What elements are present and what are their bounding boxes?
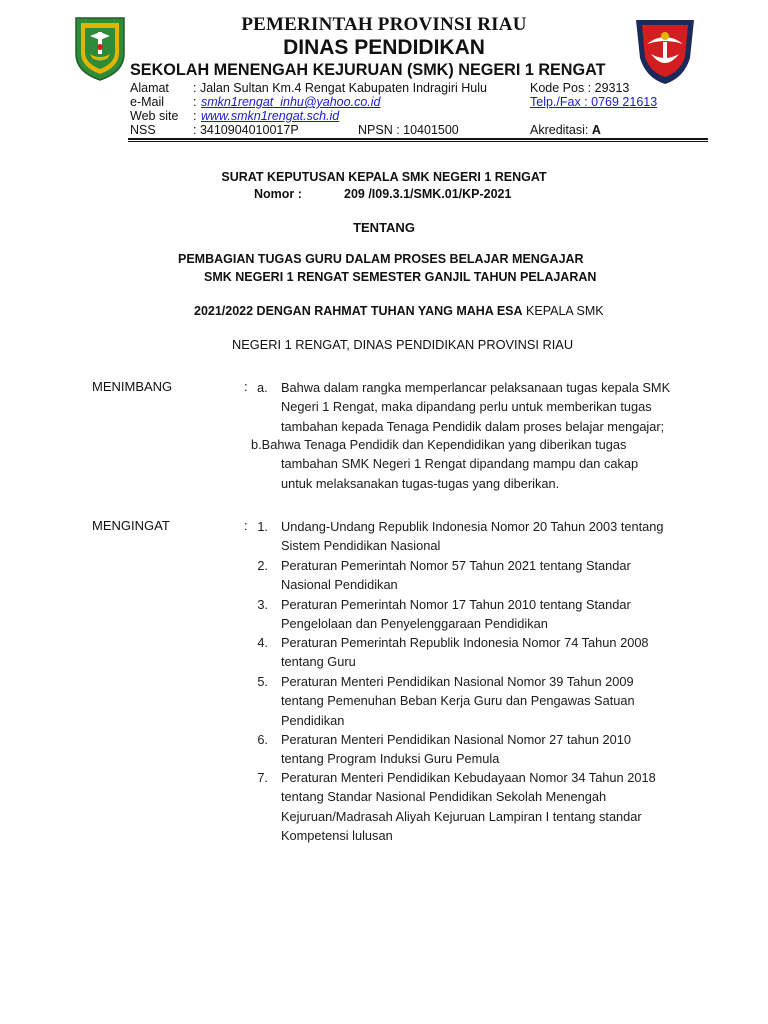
remembering-item-text: Peraturan Pemerintah Nomor 57 Tahun 2021 tentang Standar Nasional Pendidikan	[281, 558, 631, 593]
decree-subject-line-3	[194, 304, 604, 318]
postal-code: Kode Pos : 29313	[530, 81, 630, 95]
address-value: : Jalan Sultan Km.4 Rengat Kabupaten Indragiri Hulu	[193, 81, 487, 95]
nss-label: NSS	[130, 123, 156, 137]
remembering-label: MENGINGAT	[92, 518, 170, 533]
considering-b-first-line: b.Bahwa Tenaga Pendidik dan Kependidikan yang diberikan tugas	[251, 437, 627, 452]
remembering-item-number: 3.	[257, 597, 268, 612]
remembering-item-text: Peraturan Menteri Pendidikan Nasional Nomor 39 Tahun 2009 tentang Pemenuhan Beban Kerja Guru dan Pengawas Satuan Pendidikan	[281, 674, 635, 728]
decree-number-value: 209 /I09.3.1/SMK.01/KP-2021	[344, 187, 512, 201]
accreditation-label: Akreditasi:	[530, 123, 592, 137]
remembering-item-number: 7.	[257, 770, 268, 785]
accreditation	[530, 123, 601, 138]
school-title: SEKOLAH MENENGAH KEJURUAN (SMK) NEGERI 1 RENGAT	[130, 61, 606, 79]
letterhead-divider-thick	[128, 138, 708, 140]
considering-a-text: Bahwa dalam rangka memperlancar pelaksanaan tugas kepala SMK Negeri 1 Rengat, maka dipandang perlu untuk memberikan tugas tambahan kepada Tenaga Pendidik dalam proses belajar mengajar;	[281, 380, 671, 434]
phone-fax-link[interactable]: Telp./Fax : 0769 21613	[530, 95, 658, 109]
remembering-item-number: 2.	[257, 558, 268, 573]
remembering-item-number: 4.	[257, 635, 268, 650]
decree-subject-line-2: SMK NEGERI 1 RENGAT SEMESTER GANJIL TAHUN PELAJARAN	[204, 270, 597, 284]
considering-label: MENIMBANG	[92, 379, 173, 394]
remembering-item-number: 1.	[257, 519, 268, 534]
considering-a-marker: a.	[257, 380, 268, 395]
website-label: Web site	[130, 109, 179, 123]
decree-subject-line-1: PEMBAGIAN TUGAS GURU DALAM PROSES BELAJAR MENGAJAR	[178, 252, 584, 266]
email-label: e-Mail	[130, 95, 165, 109]
email-link[interactable]: smkn1rengat_inhu@yahoo.co.id	[201, 95, 381, 109]
address-label: Alamat	[130, 81, 169, 95]
website-colon: :	[193, 109, 197, 123]
letterhead-divider-thin	[128, 141, 708, 142]
remembering-item-text: Peraturan Menteri Pendidikan Kebudayaan Nomor 34 Tahun 2018 tentang Standar Nasional Pendidikan Sekolah Menengah Kejuruan/Madrasah Aliyah Kejuruan Lampiran I tentang standar Kompetensi lulusan	[281, 770, 656, 844]
accreditation-value: A	[591, 123, 601, 137]
remembering-item-text: Peraturan Menteri Pendidikan Nasional Nomor 27 tahun 2010 tentang Program Induksi Guru Pemula	[281, 732, 631, 767]
decree-title: SURAT KEPUTUSAN KEPALA SMK NEGERI 1 RENGAT	[221, 170, 547, 184]
npsn: NPSN : 10401500	[358, 123, 459, 137]
website-link[interactable]: www.smkn1rengat.sch.id	[201, 109, 340, 123]
considering-colon: :	[244, 379, 248, 394]
remembering-item-text: Undang-Undang Republik Indonesia Nomor 20 Tahun 2003 tentang Sistem Pendidikan Nasional	[281, 519, 664, 554]
agency-title: DINAS PENDIDIKAN	[283, 36, 485, 59]
considering-b-rest: tambahan SMK Negeri 1 Rengat dipandang mampu dan cakap untuk melaksanakan tugas-tugas yang diberikan.	[281, 456, 639, 491]
decree-number-label: Nomor :	[254, 187, 302, 201]
nss-value: : 3410904010017P	[193, 123, 299, 137]
remembering-colon: :	[244, 518, 248, 533]
remembering-item-text: Peraturan Pemerintah Republik Indonesia Nomor 74 Tahun 2008 tentang Guru	[281, 635, 649, 670]
decree-subject-line-4: NEGERI 1 RENGAT, DINAS PENDIDIKAN PROVINSI RIAU	[232, 337, 574, 352]
remembering-item-text: Peraturan Pemerintah Nomor 17 Tahun 2010 tentang Standar Pengelolaan dan Penyelenggaraan Pendidikan	[281, 597, 631, 632]
decree-subject-line-3-plain: KEPALA SMK	[522, 304, 604, 318]
email-colon: :	[193, 95, 197, 109]
government-title: PEMERINTAH PROVINSI RIAU	[241, 14, 527, 35]
decree-subject-line-3-bold: 2021/2022 DENGAN RAHMAT TUHAN YANG MAHA ESA	[194, 304, 523, 318]
remembering-item-number: 5.	[257, 674, 268, 689]
remembering-item-number: 6.	[257, 732, 268, 747]
decree-about: TENTANG	[353, 220, 415, 235]
